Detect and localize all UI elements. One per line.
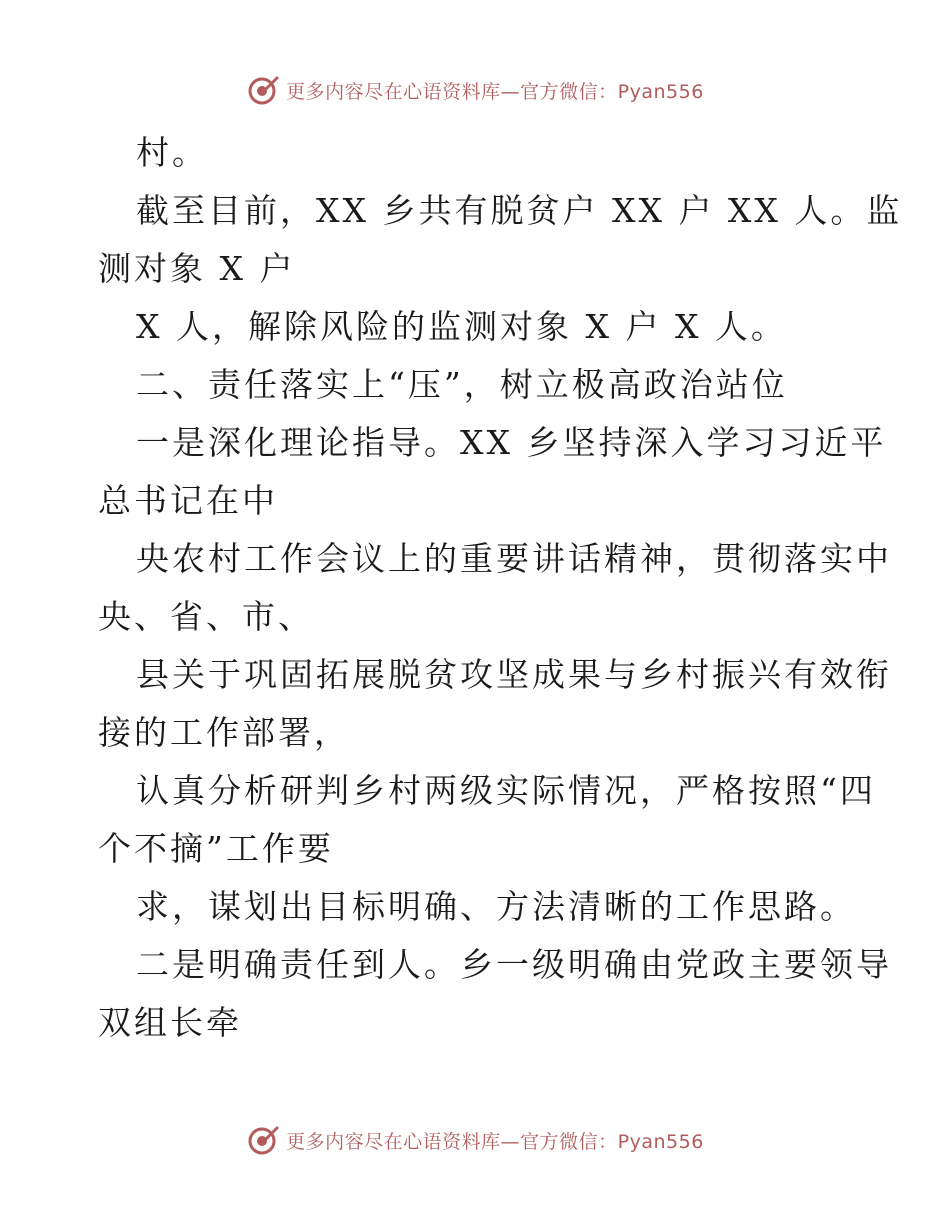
header-watermark <box>0 70 950 110</box>
paragraph-line: 认真分析研判乡村两级实际情况，严格按照“四 <box>136 771 876 810</box>
footer-watermark-text: 更多内容尽在心语资料库—官方微信：Pyan556 <box>286 1130 704 1153</box>
footer-watermark <box>0 1120 950 1160</box>
paragraph-line: 个不摘”工作要 <box>98 829 334 868</box>
paragraph-line: 双组长牵 <box>98 1003 242 1042</box>
paragraph-line: X 人，解除风险的监测对象 X 户 X 人。 <box>136 307 787 346</box>
paragraph-line: 截至目前，XX 乡共有脱贫户 XX 户 XX 人。监 <box>136 191 903 230</box>
paragraph-line: 求，谋划出目标明确、方法清晰的工作思路。 <box>136 887 856 926</box>
paragraph-line: 一是深化理论指导。XX 乡坚持深入学习习近平 <box>136 423 887 462</box>
paragraph-line: 接的工作部署， <box>98 713 350 752</box>
paragraph-line: 央农村工作会议上的重要讲话精神，贯彻落实中 <box>136 539 892 578</box>
paragraph-line: 央、省、市、 <box>98 597 314 636</box>
paragraph-line: 二是明确责任到人。乡一级明确由党政主要领导 <box>136 945 892 984</box>
pen-logo-icon <box>246 73 280 107</box>
paragraph-line: 县关于巩固拓展脱贫攻坚成果与乡村振兴有效衔 <box>136 655 892 694</box>
paragraph-line: 村。 <box>136 133 208 172</box>
pen-logo-icon <box>246 1123 280 1157</box>
paragraph-line: 二、责任落实上“压”，树立极高政治站位 <box>136 365 788 404</box>
document-body <box>98 124 903 1052</box>
paragraph-line: 总书记在中 <box>98 481 278 520</box>
header-watermark-text: 更多内容尽在心语资料库—官方微信：Pyan556 <box>286 80 704 103</box>
paragraph-line: 测对象 X 户 <box>98 249 296 288</box>
